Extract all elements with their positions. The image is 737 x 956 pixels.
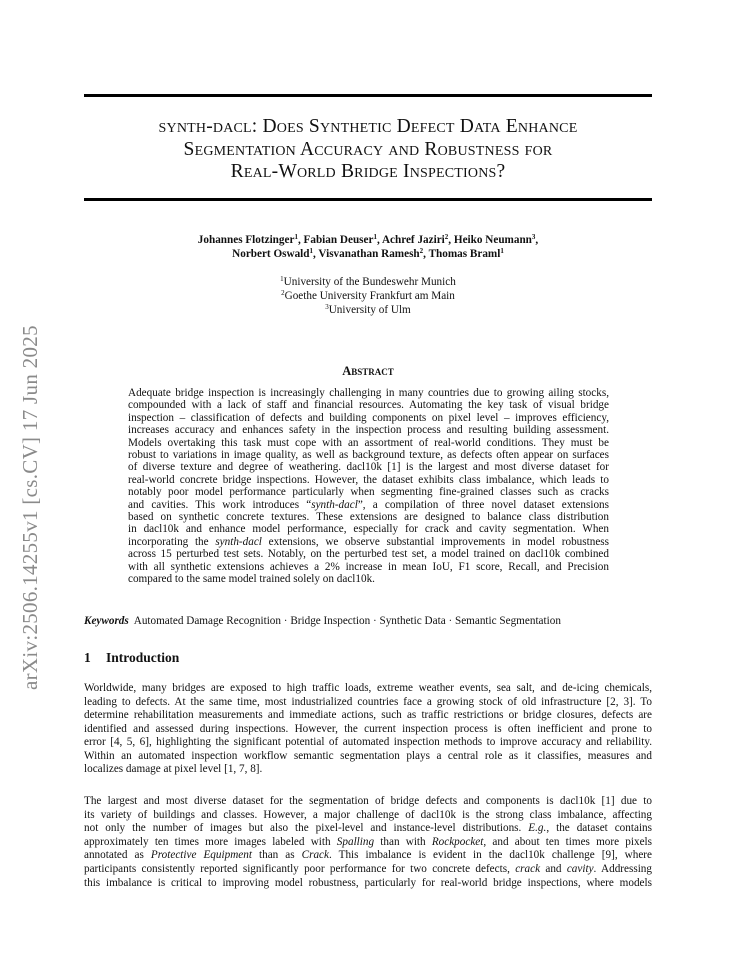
title-line: Segmentation Accuracy and Robustness for xyxy=(183,138,553,160)
text-segment: determine rehabilitation measurements and immediate actions, such as traffic restrictions or bridge closures, defects are xyxy=(84,709,652,721)
text-line xyxy=(84,750,652,763)
text-line xyxy=(84,763,652,776)
text-segment: synth-dacl xyxy=(215,535,262,548)
text-line xyxy=(128,548,609,561)
text-segment: error [4, 5, 6], highlighting the significant potential of automated inspection methods to improve accuracy and reliability. xyxy=(84,736,652,748)
text-segment: not only the number of images but also the pixel-level and instance-level distributions. xyxy=(84,822,529,835)
text-line xyxy=(128,424,609,437)
author: Achref Jaziri$^2$ xyxy=(381,233,449,246)
keywords xyxy=(84,615,561,627)
text-line xyxy=(84,709,652,722)
text-segment: robust to variations in image quality, as well as background texture, as defects often appear on surfaces xyxy=(128,449,609,461)
text-segment: approximately ten times more images labeled with xyxy=(84,835,337,848)
text-segment: Protective Equipment xyxy=(150,849,252,862)
text-line xyxy=(128,437,609,450)
text-segment: and cavities. This work introduces “ xyxy=(128,498,312,511)
text-segment: incorporating the xyxy=(128,535,216,548)
text-line xyxy=(84,822,652,835)
keywords-list: Automated Damage Recognition · Bridge Inspection · Synthetic Data · Semantic Segmentation xyxy=(133,615,561,627)
text-segment: The largest and most diverse dataset for the segmentation of bridge defects and components is dacl10k [1] due to xyxy=(84,795,652,807)
text-segment: across 15 perturbed test sets. Notably, on the perturbed test set, a model trained on dacl10k combined xyxy=(128,548,609,561)
text-segment: . Addressing xyxy=(593,863,652,875)
text-segment: Crack xyxy=(301,849,329,862)
text-line xyxy=(128,461,609,474)
text-segment: . This imbalance is evident in the dacl10k challenge [9], where xyxy=(328,849,652,862)
text-segment: Rockpocket xyxy=(431,835,484,848)
text-segment: cavity xyxy=(566,863,594,875)
text-line xyxy=(128,536,609,549)
section-heading: 1 Introduction xyxy=(84,650,180,665)
text-segment: of diverse texture and degree of weathering. dacl10k [1] is the largest and most diverse dataset for xyxy=(128,461,609,474)
title-line: Real-World Bridge Inspections? xyxy=(230,161,506,182)
text-line xyxy=(84,863,652,876)
text-line xyxy=(84,682,652,695)
text-segment: than with xyxy=(374,835,432,848)
affiliations xyxy=(84,275,652,317)
text-line xyxy=(128,499,609,512)
text-line xyxy=(84,723,652,736)
text-segment: increases accuracy and enhances safety in the inspection process and resulting building assessment. xyxy=(128,424,609,437)
text-line xyxy=(84,877,652,890)
text-segment: this imbalance is critical to improving model robustness, particularly for real-world bridge inspections, where models xyxy=(84,876,652,889)
text-segment: Within an automated inspection workflow semantic segmentation plays a central role as it classifies, measures and xyxy=(84,749,652,762)
text-segment: ”, a compilation of three novel dataset extensions xyxy=(357,498,609,511)
text-segment: notably poor model performance particularly when segmenting fine-grained classes such as cracks xyxy=(128,486,609,499)
text-line xyxy=(128,399,609,412)
text-line xyxy=(128,561,609,574)
text-segment: compared to the same model trained solely on dacl10k. xyxy=(128,573,375,585)
text-segment: than as xyxy=(251,849,302,862)
text-segment: participants consistently reported significantly poor performance for two concrete defects, xyxy=(84,863,516,875)
text-segment: in dacl10k and enhance model performance, especially for crack and cavity segmentation. When xyxy=(128,523,609,536)
author-list: Johannes Flotzinger$^1$, Fabian Deuser$^1$, Achref Jaziri$^2$, Heiko Neumann$^3$, Norbert Oswald$^1$, Visvanathan Ramesh$^2$, Thomas Braml$^1$ xyxy=(197,233,539,260)
text-segment: inspection – classification of defects and building components on pixel level – improves efficiency, xyxy=(128,411,609,424)
author: Thomas Braml$^1$ xyxy=(428,246,504,260)
text-line xyxy=(84,795,652,808)
text-line xyxy=(128,449,609,462)
affiliation: $^3$University of Ulm xyxy=(325,303,411,316)
abstract-heading: Abstract xyxy=(342,364,394,378)
affiliation: $^2$Goethe University Frankfurt am Main xyxy=(281,289,455,302)
text-segment: compounded with a lack of staff and financial resources. Automating the key task of visual bridge xyxy=(128,399,609,412)
text-segment: crack xyxy=(515,863,541,875)
author: Johannes Flotzinger$^1$ xyxy=(197,233,298,246)
text-line xyxy=(128,486,609,499)
text-line xyxy=(84,696,652,709)
bottom-rule xyxy=(84,198,652,201)
arxiv-identifier-stamp: arXiv:2506.14255v1 [cs.CV] 17 Jun 2025 xyxy=(18,325,42,690)
text-segment: based on synthetic concrete textures. These extensions are designed to balance class distribution xyxy=(128,511,609,523)
text-line xyxy=(128,573,609,586)
text-segment: Adequate bridge inspection is increasingly challenging in many countries due to growing ailing stocks, xyxy=(128,387,609,399)
text-segment: Models overtaking this task must cope with an assortment of real-world conditions. They must be xyxy=(128,436,609,449)
text-line xyxy=(84,809,652,822)
text-segment: its variety of buildings and classes. However, a major challenge of dacl10k is the strong class imbalance, affecting xyxy=(84,808,652,821)
text-segment: with all synthetic extensions achieves a 2% increase in mean IoU, F1 score, Recall, and Precision xyxy=(128,560,609,573)
top-rule xyxy=(84,94,652,97)
text-line xyxy=(128,387,609,400)
text-line xyxy=(128,474,609,487)
text-segment: real-world concrete bridge inspections. However, the dataset exhibits class imbalance, which leads to xyxy=(128,473,609,486)
text-line xyxy=(128,511,609,524)
text-segment: synth-dacl xyxy=(311,498,358,511)
text-segment: , and about ten times more pixels xyxy=(483,835,653,848)
text-segment: leading to defects. At the same time, most industrialized countries face a growing stock of old infrastructure [2, 3]. To xyxy=(84,695,652,708)
author: Visvanathan Ramesh$^2$ xyxy=(318,246,424,260)
text-line xyxy=(128,412,609,425)
text-segment: Spalling xyxy=(336,835,375,848)
text-segment: identified and assessed during inspections. However, the current inspection process is often inefficient and prone to xyxy=(84,722,652,735)
title-line: synth-dacl: Does Synthetic Defect Data Enhance xyxy=(158,116,578,137)
text-segment: extensions, we observe substantial improvements in model robustness xyxy=(261,535,610,548)
author: Heiko Neumann$^3$ xyxy=(453,233,536,246)
text-line xyxy=(84,736,652,749)
text-segment: localizes damage at pixel level [1, 7, 8]. xyxy=(84,763,263,775)
affiliation: $^1$University of the Bundeswehr Munich xyxy=(280,275,456,288)
author: Fabian Deuser$^1$ xyxy=(303,233,377,246)
text-line xyxy=(84,849,652,862)
text-segment: annotated as xyxy=(84,849,151,862)
text-line xyxy=(128,523,609,536)
text-segment: E.g. xyxy=(528,822,547,835)
text-segment: Worldwide, many bridges are exposed to high traffic loads, extreme weather events, sea salt, and de-icing chemicals, xyxy=(84,682,652,694)
keywords-label: Keywords xyxy=(84,615,129,627)
author: Norbert Oswald$^1$ xyxy=(232,246,314,260)
text-segment: and xyxy=(540,863,567,875)
paper-title xyxy=(84,116,652,184)
text-line xyxy=(84,836,652,849)
text-segment: , the dataset contains xyxy=(546,822,653,835)
